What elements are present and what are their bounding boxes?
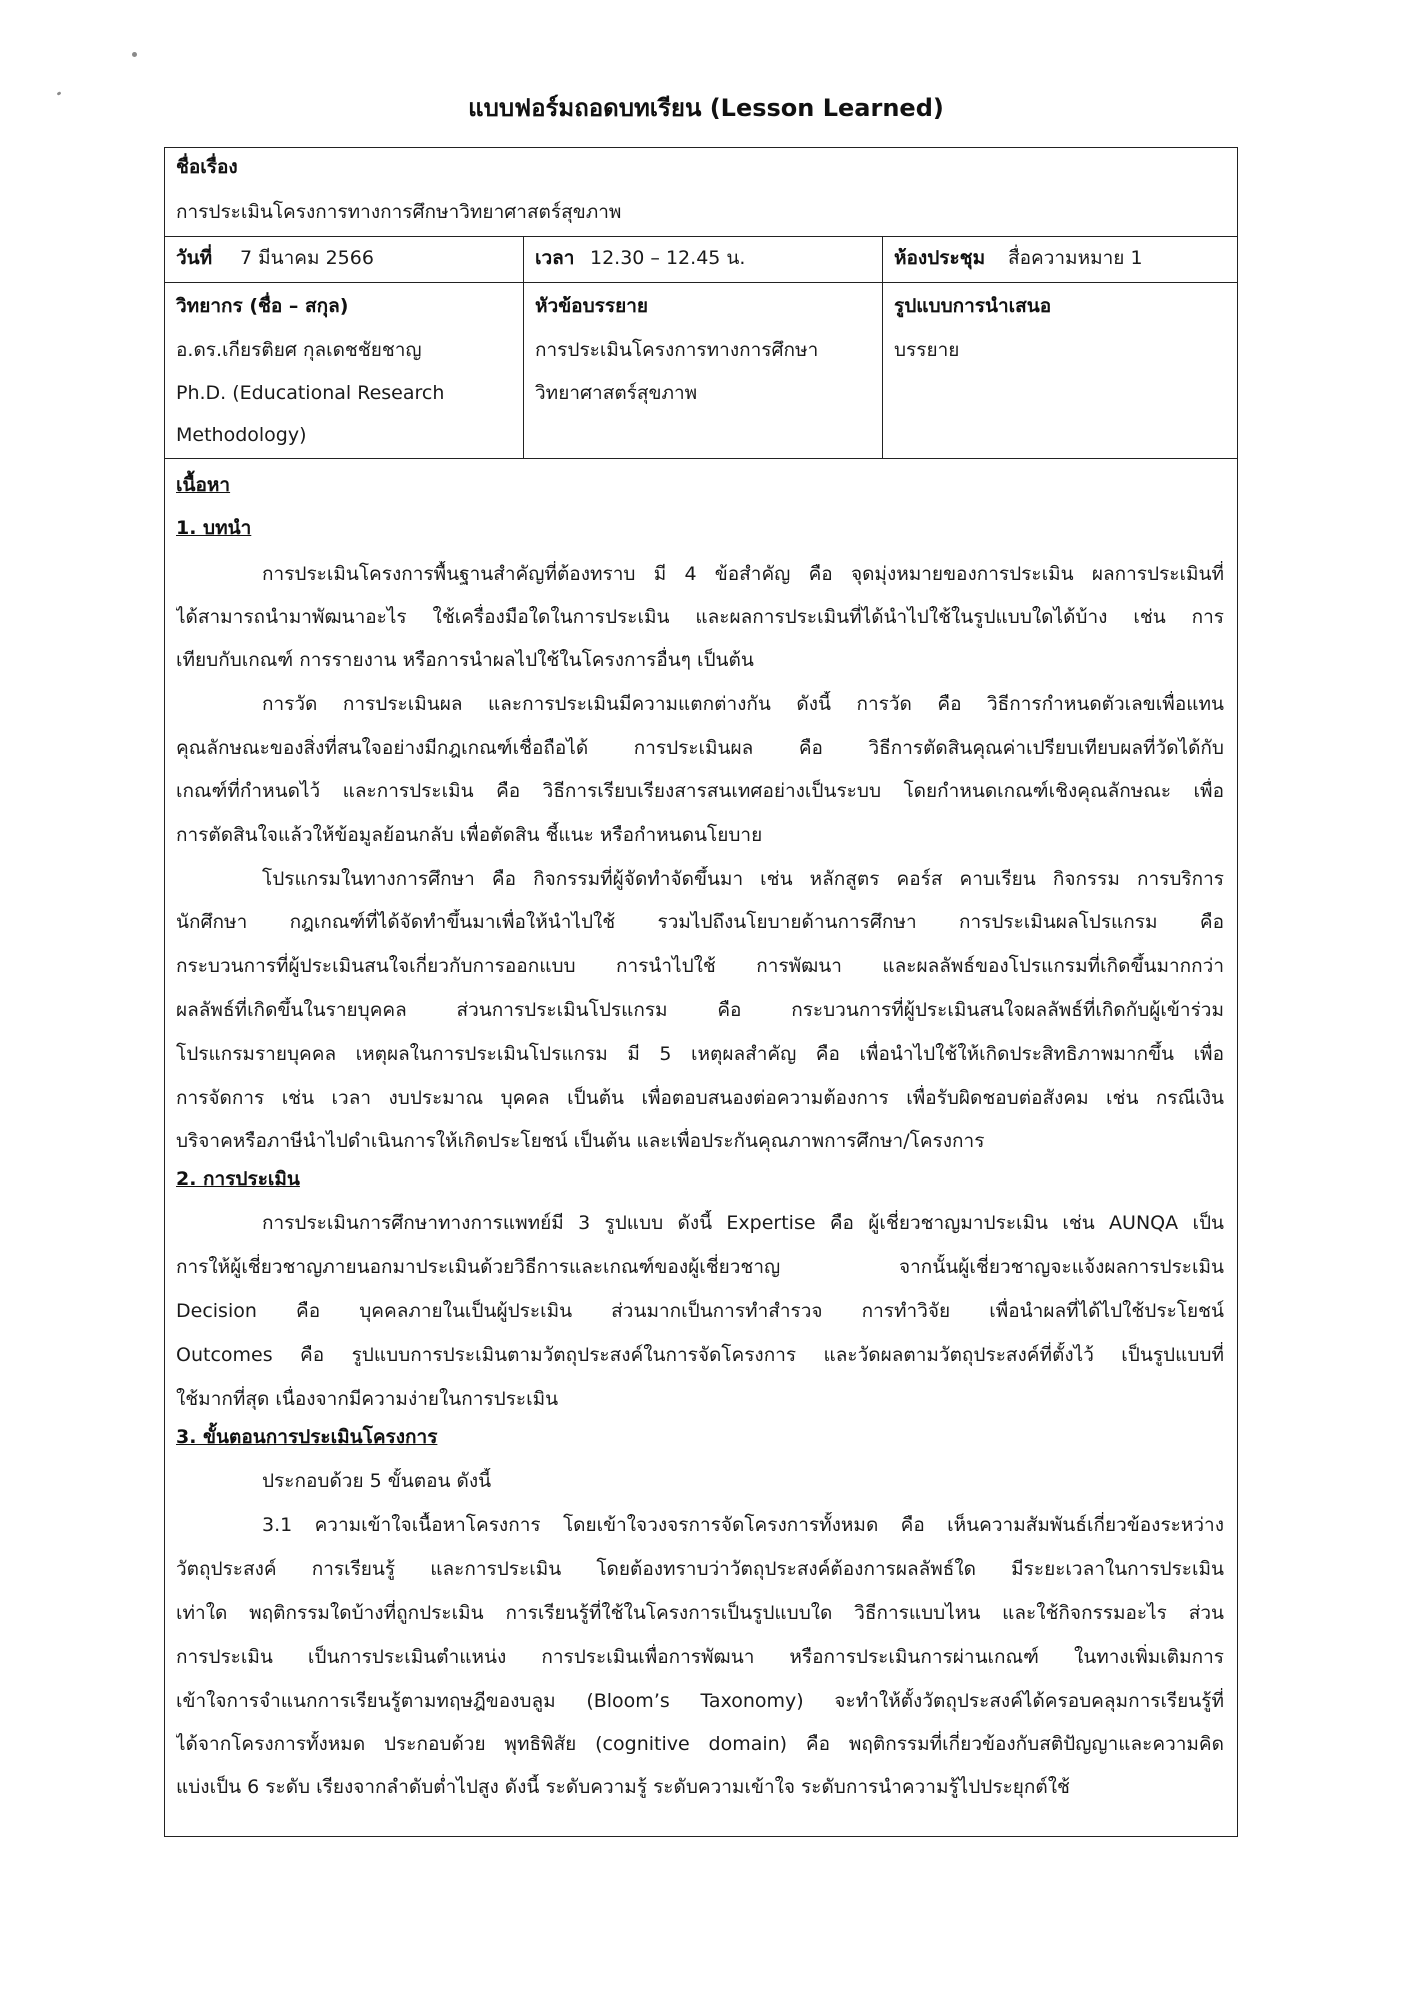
- paragraph-line: โปรแกรมในทางการศึกษา คือ กิจกรรมที่ผู้จัดทำจัดขึ้นมา เช่น หลักสูตร คอร์ส คาบเรียน กิจกรรม การบริการ: [262, 868, 1224, 890]
- paragraph-line: Decision คือ บุคคลภายในเป็นผู้ประเมิน ส่วนมากเป็นการทำสำรวจ การทำวิจัย เพื่อนำผลที่ได้ไปใช้ประโยชน์: [176, 1300, 1224, 1322]
- paragraph-line: 3.1 ความเข้าใจเนื้อหาโครงการ โดยเข้าใจวงจรการจัดโครงการทั้งหมด คือ เห็นความสัมพันธ์เกี่ยวข้องระหว่าง: [262, 1514, 1224, 1536]
- paragraph-line: ได้จากโครงการทั้งหมด ประกอบด้วย พุทธิพิสัย (cognitive domain) คือ พฤติกรรมที่เกี่ยวข้องกับสติปัญญาและความคิด: [176, 1733, 1224, 1755]
- format-value: บรรยาย: [894, 339, 960, 361]
- format-label: รูปแบบการนำเสนอ: [894, 295, 1052, 317]
- paragraph-line: เข้าใจการจำแนกการเรียนรู้ตามทฤษฎีของบลูม (Bloom’s Taxonomy) จะทำให้ตั้งวัตถุประสงค์ได้ครอบคลุมการเรียนรู้ที่: [176, 1690, 1224, 1712]
- section-heading: 1. บทนำ: [176, 517, 252, 539]
- paragraph-line: การประเมินการศึกษาทางการแพทย์มี 3 รูปแบบ ดังนี้ Expertise คือ ผู้เชี่ยวชาญมาประเมิน เช่น AUNQA เป็น: [262, 1212, 1224, 1234]
- topic-label: หัวข้อบรรยาย: [535, 295, 648, 317]
- speaker-degree-cont: Methodology): [176, 424, 307, 446]
- table-divider: [523, 236, 524, 458]
- paragraph-line: การประเมิน เป็นการประเมินตำแหน่ง การประเมินเพื่อการพัฒนา หรือการประเมินการผ่านเกณฑ์ ในทางเพิ่มเติมการ: [176, 1646, 1224, 1668]
- date-value: 7 มีนาคม 2566: [240, 247, 374, 269]
- paragraph-line: Outcomes คือ รูปแบบการประเมินตามวัตถุประสงค์ในการจัดโครงการ และวัดผลตามวัตถุประสงค์ที่ตั้งไว้ เป็นรูปแบบที่: [176, 1344, 1224, 1366]
- paragraph-line: ใช้มากที่สุด เนื่องจากมีความง่ายในการประเมิน: [176, 1388, 559, 1410]
- table-divider: [164, 282, 1238, 283]
- paragraph-line: ประกอบด้วย 5 ขั้นตอน ดังนี้: [262, 1470, 492, 1492]
- paragraph-line: ผลลัพธ์ที่เกิดขึ้นในรายบุคคล ส่วนการประเมินโปรแกรม คือ กระบวนการที่ผู้ประเมินสนใจผลลัพธ์ที่เกิดกับผู้เข้าร่วม: [176, 999, 1224, 1021]
- paragraph-line: เทียบกับเกณฑ์ การรายงาน หรือการนำผลไปใช้ในโครงการอื่นๆ เป็นต้น: [176, 649, 754, 671]
- table-divider: [882, 236, 883, 458]
- paragraph-line: นักศึกษา กฎเกณฑ์ที่ได้จัดทำขึ้นมาเพื่อให้นำไปใช้ รวมไปถึงนโยบายด้านการศึกษา การประเมินผลโปรแกรม คือ: [176, 911, 1224, 933]
- paragraph-line: คุณลักษณะของสิ่งที่สนใจอย่างมีกฎเกณฑ์เชื่อถือได้ การประเมินผล คือ วิธีการตัดสินคุณค่าเปรียบเทียบผลที่วัดได้กับ: [176, 737, 1224, 759]
- section-heading: 2. การประเมิน: [176, 1168, 300, 1190]
- paragraph-line: โปรแกรมรายบุคคล เหตุผลในการประเมินโปรแกรม มี 5 เหตุผลสำคัญ คือ เพื่อนำไปใช้ให้เกิดประสิทธิภาพมากขึ้น เพื่อ: [176, 1043, 1224, 1065]
- time-label: เวลา: [535, 247, 575, 269]
- room-value: สื่อความหมาย 1: [1008, 247, 1143, 269]
- table-divider: [164, 236, 1238, 237]
- scan-speck: [132, 52, 137, 57]
- room-label: ห้องประชุม: [894, 247, 986, 269]
- paragraph-line: การตัดสินใจแล้วให้ข้อมูลย้อนกลับ เพื่อตัดสิน ชี้แนะ หรือกำหนดนโยบาย: [176, 824, 763, 846]
- speaker-label: วิทยากร (ชื่อ – สกุล): [176, 295, 349, 317]
- paragraph-line: วัตถุประสงค์ การเรียนรู้ และการประเมิน โดยต้องทราบว่าวัตถุประสงค์ต้องการผลลัพธ์ใด มีระยะเวลาในการประเมิน: [176, 1558, 1224, 1580]
- content-heading: เนื้อหา: [176, 474, 231, 496]
- speaker-degree: Ph.D. (Educational Research: [176, 382, 445, 404]
- paragraph-line: เกณฑ์ที่กำหนดไว้ และการประเมิน คือ วิธีการเรียบเรียงสารสนเทศอย่างเป็นระบบ โดยกำหนดเกณฑ์เชิงคุณลักษณะ เพื่อ: [176, 780, 1224, 802]
- paragraph-line: บริจาคหรือภาษีนำไปดำเนินการให้เกิดประโยชน์ เป็นต้น และเพื่อประกันคุณภาพการศึกษา/โครงการ: [176, 1130, 985, 1152]
- paragraph-line: เท่าใด พฤติกรรมใดบ้างที่ถูกประเมิน การเรียนรู้ที่ใช้ในโครงการเป็นรูปแบบใด วิธีการแบบไหน และใช้กิจกรรมอะไร ส่วน: [176, 1602, 1224, 1624]
- table-divider: [164, 458, 1238, 459]
- time-value: 12.30 – 12.45 น.: [590, 247, 746, 269]
- paragraph-line: การจัดการ เช่น เวลา งบประมาณ บุคคล เป็นต้น เพื่อตอบสนองต่อความต้องการ เพื่อรับผิดชอบต่อสังคม เช่น กรณีเงิน: [176, 1087, 1224, 1109]
- date-label: วันที่: [176, 247, 213, 269]
- topic-value: การประเมินโครงการทางการศึกษา: [535, 339, 819, 361]
- subject-value: การประเมินโครงการทางการศึกษาวิทยาศาสตร์สุขภาพ: [176, 201, 622, 223]
- subject-label: ชื่อเรื่อง: [176, 156, 238, 178]
- paragraph-line: ได้สามารถนำมาพัฒนาอะไร ใช้เครื่องมือใดในการประเมิน และผลการประเมินที่ได้นำไปใช้ในรูปแบบใดได้บ้าง เช่น การ: [176, 606, 1224, 628]
- paragraph-line: การให้ผู้เชี่ยวชาญภายนอกมาประเมินด้วยวิธีการและเกณฑ์ของผู้เชี่ยวชาญ จากนั้นผู้เชี่ยวชาญจะแจ้งผลการประเมิน: [176, 1256, 1224, 1278]
- speaker-name: อ.ดร.เกียรติยศ กุลเดชชัยชาญ: [176, 339, 422, 361]
- section-heading: 3. ขั้นตอนการประเมินโครงการ: [176, 1426, 438, 1448]
- topic-value-cont: วิทยาศาสตร์สุขภาพ: [535, 382, 698, 404]
- paragraph-line: กระบวนการที่ผู้ประเมินสนใจเกี่ยวกับการออกแบบ การนำไปใช้ การพัฒนา และผลลัพธ์ของโปรแกรมที่เกิดขึ้นมากกว่า: [176, 955, 1224, 977]
- paragraph-line: การวัด การประเมินผล และการประเมินมีความแตกต่างกัน ดังนี้ การวัด คือ วิธีการกำหนดตัวเลขเพื่อแทน: [262, 693, 1224, 715]
- form-title: แบบฟอร์มถอดบทเรียน (Lesson Learned): [468, 94, 944, 122]
- paragraph-line: แบ่งเป็น 6 ระดับ เรียงจากลำดับต่ำไปสูง ดังนี้ ระดับความรู้ ระดับความเข้าใจ ระดับการนำความรู้ไปประยุกต์ใช้: [176, 1776, 1070, 1798]
- paragraph-line: การประเมินโครงการพื้นฐานสำคัญที่ต้องทราบ มี 4 ข้อสำคัญ คือ จุดมุ่งหมายของการประเมิน ผลการประเมินที่: [262, 563, 1224, 585]
